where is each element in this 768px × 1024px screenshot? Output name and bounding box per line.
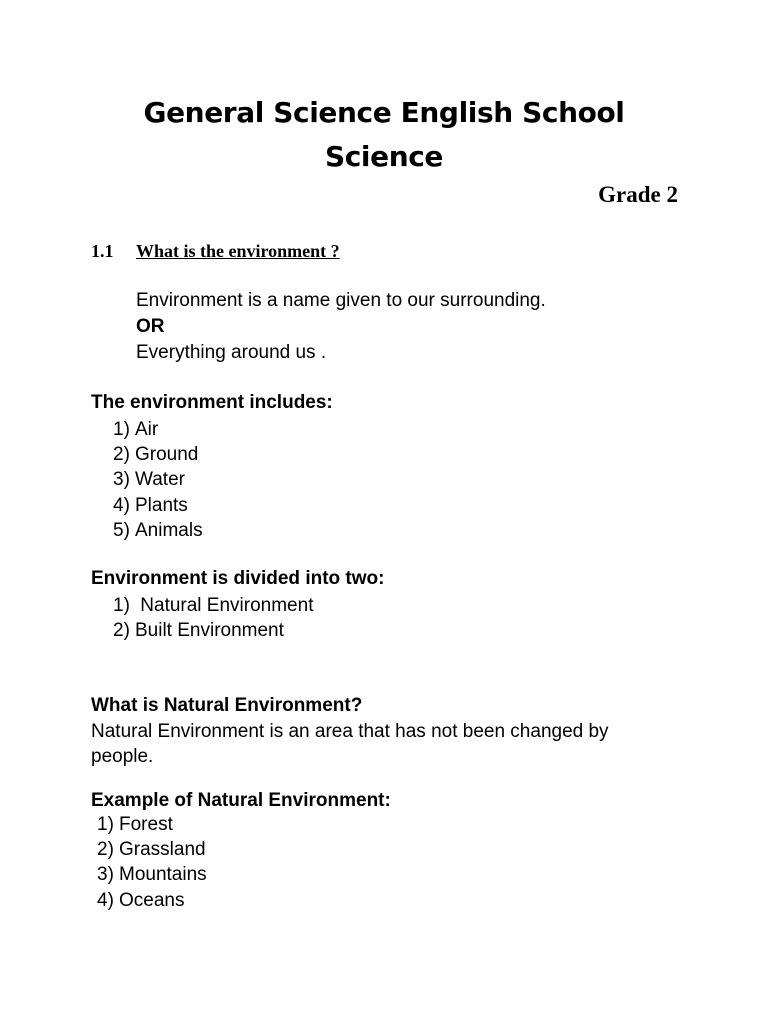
includes-list — [113, 417, 203, 543]
natural-answer-line1: Natural Environment is an area that has not been changed by — [91, 721, 609, 742]
list-item: 4) Oceans — [97, 889, 185, 911]
grade-label: Grade 2 — [598, 182, 678, 207]
list-item: 4) Plants — [113, 494, 188, 516]
alt-definition-text: Everything around us . — [136, 342, 327, 363]
divided-list — [113, 593, 313, 643]
divided-heading: Environment is divided into two: — [91, 568, 385, 589]
examples-heading: Example of Natural Environment: — [91, 790, 391, 811]
list-item: 2) Ground — [113, 444, 199, 466]
section-number: 1.1 — [91, 241, 114, 261]
examples-list — [97, 812, 207, 913]
list-item: 1) Forest — [97, 814, 173, 835]
list-item: 2) Grassland — [97, 839, 206, 861]
or-label: OR — [136, 316, 165, 337]
list-item: 3) Water — [113, 469, 185, 491]
definition-text: Environment is a name given to our surrounding. — [136, 290, 546, 311]
natural-answer-line2: people. — [91, 746, 154, 767]
list-item: 1) Air — [113, 419, 159, 440]
list-item: 2) Built Environment — [113, 620, 284, 642]
page-title-line2: Science — [324, 140, 444, 173]
list-item: 1) Natural Environment — [113, 595, 314, 616]
natural-question: What is Natural Environment? — [91, 695, 363, 716]
list-item: 5) Animals — [113, 519, 203, 541]
includes-heading: The environment includes: — [91, 392, 333, 413]
section-heading: What is the environment ? — [136, 241, 340, 261]
list-item: 3) Mountains — [97, 864, 207, 886]
page-title-line1: General Science English School — [143, 96, 625, 129]
